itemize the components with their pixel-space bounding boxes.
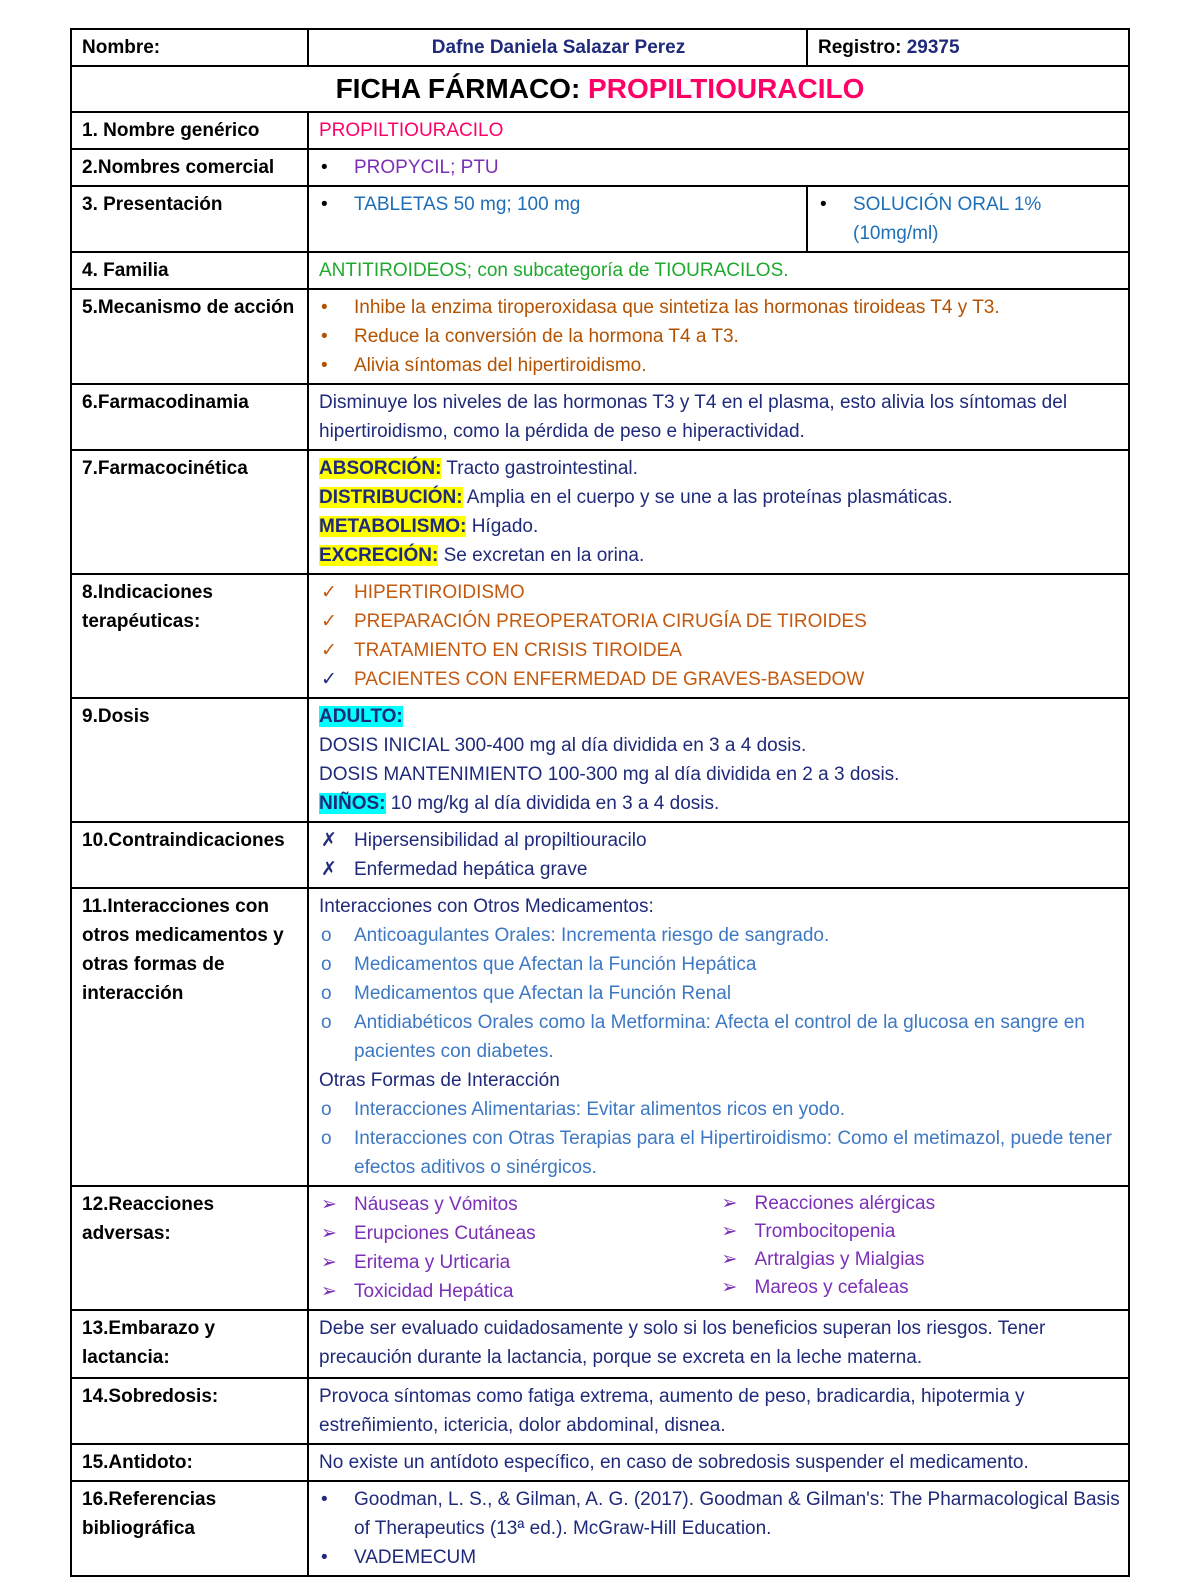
circle-bullet-icon: o xyxy=(321,1012,332,1033)
presentation-left-cell xyxy=(308,186,807,252)
row-label: 4. Familia xyxy=(71,252,308,289)
interactions-heading: Interacciones con Otros Medicamentos: xyxy=(319,896,654,917)
indication-item: TRATAMIENTO EN CRISIS TIROIDEA xyxy=(354,640,682,661)
dose-child-text: 10 mg/kg al día dividida en 3 a 4 dosis. xyxy=(385,793,720,814)
bullet-icon: • xyxy=(321,157,328,178)
row-referencias xyxy=(71,1481,1129,1576)
list-item xyxy=(319,578,1120,607)
arrow-icon: ➢ xyxy=(721,1193,738,1214)
list-item xyxy=(319,665,1120,694)
pregnancy-value: Debe ser evaluado cuidadosamente y solo si los beneficios superan los riesgos. Tener precaución durante la lactancia, porque se excreta en la leche materna. xyxy=(308,1310,1129,1378)
row-label: 9.Dosis xyxy=(71,698,308,822)
commercial-names-value: PROPYCIL; PTU xyxy=(354,157,499,178)
list-item xyxy=(319,950,1120,979)
list-item xyxy=(319,855,1120,884)
mechanism-cell xyxy=(308,289,1129,384)
list-item xyxy=(319,190,798,219)
list-item xyxy=(319,293,1120,322)
list-item xyxy=(319,322,1120,351)
interaction-item: Interacciones Alimentarias: Evitar alimentos ricos en yodo. xyxy=(354,1099,846,1120)
mechanism-item: Reduce la conversión de la hormona T4 a T3. xyxy=(354,326,739,347)
cross-icon: ✗ xyxy=(321,830,337,851)
nombre-value: Dafne Daniela Salazar Perez xyxy=(308,29,807,66)
circle-bullet-icon: o xyxy=(321,1099,332,1120)
row-embarazo xyxy=(71,1310,1129,1378)
row-farmacodinamia xyxy=(71,384,1129,450)
list-item xyxy=(319,1124,1120,1182)
list-item xyxy=(720,1218,1121,1246)
list-item xyxy=(818,190,1120,248)
row-nombres-comercial xyxy=(71,149,1129,186)
list-item xyxy=(319,153,1120,182)
interaction-item: Interacciones con Otras Terapias para el Hipertiroidismo: Como el metimazol, puede tener efectos aditivos o sinérgicos. xyxy=(354,1128,1112,1178)
arrow-icon: ➢ xyxy=(321,1223,337,1244)
row-label: 1. Nombre genérico xyxy=(71,112,308,149)
row-label: 3. Presentación xyxy=(71,186,308,252)
pk-line xyxy=(319,512,1120,541)
page-title xyxy=(71,66,1129,112)
row-reacciones xyxy=(71,1186,1129,1310)
title-row xyxy=(71,66,1129,112)
row-label: 16.Referencias bibliográfica xyxy=(71,1481,308,1576)
list-item xyxy=(720,1246,1121,1274)
mechanism-item: Inhibe la enzima tiroperoxidasa que sintetiza las hormonas tiroideas T4 y T3. xyxy=(354,297,1000,318)
row-contraindicaciones xyxy=(71,822,1129,888)
row-label: 10.Contraindicaciones xyxy=(71,822,308,888)
adverse-item: Trombocitopenia xyxy=(754,1221,896,1242)
indications-cell xyxy=(308,574,1129,698)
check-icon: ✓ xyxy=(321,611,337,632)
row-label: 13.Embarazo y lactancia: xyxy=(71,1310,308,1378)
pk-key: DISTRIBUCIÓN: xyxy=(319,487,463,508)
interaction-item: Medicamentos que Afectan la Función Renal xyxy=(354,983,732,1004)
list-item xyxy=(319,1485,1120,1543)
dose-maintenance: DOSIS MANTENIMIENTO 100-300 mg al día dividida en 2 a 3 dosis. xyxy=(319,764,900,785)
other-interactions-heading: Otras Formas de Interacción xyxy=(319,1070,560,1091)
interactions-cell xyxy=(308,888,1129,1186)
title-drug: PROPILTIOURACILO xyxy=(588,73,865,104)
indication-item: PREPARACIÓN PREOPERATORIA CIRUGÍA DE TIROIDES xyxy=(354,611,867,632)
row-antidoto xyxy=(71,1444,1129,1481)
pk-line xyxy=(319,541,1120,570)
list-item xyxy=(319,979,1120,1008)
antidote-value: No existe un antídoto específico, en caso de sobredosis suspender el medicamento. xyxy=(308,1444,1129,1481)
list-item xyxy=(319,1277,720,1306)
pk-line xyxy=(319,483,1120,512)
adverse-item: Eritema y Urticaria xyxy=(354,1252,511,1273)
pk-key: ABSORCIÓN: xyxy=(319,458,442,479)
pk-line xyxy=(319,454,1120,483)
row-label: 12.Reacciones adversas: xyxy=(71,1186,308,1310)
header-row xyxy=(71,29,1129,66)
indication-item: PACIENTES CON ENFERMEDAD DE GRAVES-BASEDOW xyxy=(354,669,865,690)
presentation-solution: SOLUCIÓN ORAL 1% (10mg/ml) xyxy=(853,194,1042,244)
dose-adult-key: ADULTO: xyxy=(319,706,403,727)
interaction-item: Anticoagulantes Orales: Incrementa riesgo de sangrado. xyxy=(354,925,830,946)
list-item xyxy=(319,351,1120,380)
row-label: 15.Antidoto: xyxy=(71,1444,308,1481)
list-item xyxy=(319,826,1120,855)
adverse-item: Erupciones Cutáneas xyxy=(354,1223,536,1244)
reference-item: Goodman, L. S., & Gilman, A. G. (2017). Goodman & Gilman's: The Pharmacological Basis of Therapeutics (13ª ed.). McGraw-Hill Education. xyxy=(354,1489,1120,1539)
row-nombre-generico xyxy=(71,112,1129,149)
row-label: 5.Mecanismo de acción xyxy=(71,289,308,384)
adverse-item: Náuseas y Vómitos xyxy=(354,1194,518,1215)
adverse-left-list xyxy=(319,1190,720,1306)
contraindication-item: Enfermedad hepática grave xyxy=(354,859,588,880)
circle-bullet-icon: o xyxy=(321,983,332,1004)
pk-text: Hígado. xyxy=(466,516,539,537)
pk-key: EXCRECIÓN: xyxy=(319,545,439,566)
adverse-item: Artralgias y Mialgias xyxy=(754,1249,925,1270)
commercial-names-cell xyxy=(308,149,1129,186)
reference-item: VADEMECUM xyxy=(354,1547,477,1568)
arrow-icon: ➢ xyxy=(721,1249,738,1270)
interaction-item: Antidiabéticos Orales como la Metformina: Afecta el control de la glucosa en sangre en pacientes con diabetes. xyxy=(354,1012,1085,1062)
arrow-icon: ➢ xyxy=(721,1221,738,1242)
row-familia xyxy=(71,252,1129,289)
family-value: ANTITIROIDEOS; con subcategoría de TIOURACILOS. xyxy=(308,252,1129,289)
pk-key: METABOLISMO: xyxy=(319,516,467,537)
arrow-icon: ➢ xyxy=(321,1252,337,1273)
bullet-icon: • xyxy=(321,1489,328,1510)
pharmacokinetics-cell xyxy=(308,450,1129,574)
list-item xyxy=(720,1190,1121,1218)
circle-bullet-icon: o xyxy=(321,1128,332,1149)
list-item xyxy=(319,1543,1120,1572)
list-item xyxy=(720,1274,1121,1302)
circle-bullet-icon: o xyxy=(321,954,332,975)
drug-sheet-table xyxy=(70,28,1130,1577)
list-item xyxy=(319,1190,720,1219)
list-item xyxy=(319,1248,720,1277)
list-item xyxy=(319,1008,1120,1066)
row-dosis xyxy=(71,698,1129,822)
adverse-right-list xyxy=(720,1190,1121,1306)
dose-child-key: NIÑOS: xyxy=(319,793,386,814)
pharmacodynamics-value: Disminuye los niveles de las hormonas T3 y T4 en el plasma, esto alivia los síntomas del hipertiroidismo, como la pérdida de peso e hiperactividad. xyxy=(308,384,1129,450)
row-label: 2.Nombres comercial xyxy=(71,149,308,186)
row-indicaciones xyxy=(71,574,1129,698)
dose-line xyxy=(319,789,1120,818)
arrow-icon: ➢ xyxy=(321,1194,337,1215)
row-label: 6.Farmacodinamia xyxy=(71,384,308,450)
bullet-icon: • xyxy=(321,355,328,376)
registro-cell xyxy=(807,29,1129,66)
title-prefix: FICHA FÁRMACO: xyxy=(335,73,581,104)
list-item xyxy=(319,607,1120,636)
adverse-reactions-cell xyxy=(308,1186,1129,1310)
pk-text: Amplia en el cuerpo y se une a las proteínas plasmáticas. xyxy=(462,487,953,508)
row-label: 14.Sobredosis: xyxy=(71,1378,308,1444)
list-item xyxy=(319,921,1120,950)
cross-icon: ✗ xyxy=(321,859,337,880)
bullet-icon: • xyxy=(321,326,328,347)
dose-initial: DOSIS INICIAL 300-400 mg al día dividida en 3 a 4 dosis. xyxy=(319,735,807,756)
row-interacciones xyxy=(71,888,1129,1186)
indication-item: HIPERTIROIDISMO xyxy=(354,582,525,603)
presentation-right-cell xyxy=(807,186,1129,252)
overdose-value: Provoca síntomas como fatiga extrema, aumento de peso, bradicardia, hipotermia y estreñimiento, ictericia, dolor abdominal, disnea. xyxy=(308,1378,1129,1444)
list-item xyxy=(319,1095,1120,1124)
arrow-icon: ➢ xyxy=(721,1277,738,1298)
check-icon: ✓ xyxy=(321,582,337,603)
row-mecanismo xyxy=(71,289,1129,384)
bullet-icon: • xyxy=(321,1547,328,1568)
check-icon: ✓ xyxy=(321,669,337,690)
nombre-label: Nombre: xyxy=(71,29,308,66)
contraindication-item: Hipersensibilidad al propiltiouracilo xyxy=(354,830,647,851)
circle-bullet-icon: o xyxy=(321,925,332,946)
presentation-tablets: TABLETAS 50 mg; 100 mg xyxy=(354,194,581,215)
list-item xyxy=(319,1219,720,1248)
row-farmacocinetica xyxy=(71,450,1129,574)
references-cell xyxy=(308,1481,1129,1576)
registro-value: 29375 xyxy=(906,37,960,58)
row-label: 11.Interacciones con otros medicamentos y otras formas de interacción xyxy=(71,888,308,1186)
row-sobredosis xyxy=(71,1378,1129,1444)
pk-text: Tracto gastrointestinal. xyxy=(441,458,638,479)
interaction-item: Medicamentos que Afectan la Función Hepática xyxy=(354,954,757,975)
adverse-item: Mareos y cefaleas xyxy=(754,1277,909,1298)
list-item xyxy=(319,636,1120,665)
bullet-icon: • xyxy=(321,297,328,318)
row-label: 8.Indicaciones terapéuticas: xyxy=(71,574,308,698)
row-presentacion xyxy=(71,186,1129,252)
check-icon: ✓ xyxy=(321,640,337,661)
pk-text: Se excretan en la orina. xyxy=(438,545,645,566)
bullet-icon: • xyxy=(820,194,827,215)
dose-line xyxy=(319,702,1120,731)
adverse-item: Toxicidad Hepática xyxy=(354,1281,514,1302)
adverse-item: Reacciones alérgicas xyxy=(754,1193,936,1214)
generic-name-value: PROPILTIOURACILO xyxy=(308,112,1129,149)
row-label: 7.Farmacocinética xyxy=(71,450,308,574)
arrow-icon: ➢ xyxy=(321,1281,337,1302)
registro-label: Registro: xyxy=(818,37,902,58)
mechanism-item: Alivia síntomas del hipertiroidismo. xyxy=(354,355,647,376)
contraindications-cell xyxy=(308,822,1129,888)
bullet-icon: • xyxy=(321,194,328,215)
dosage-cell xyxy=(308,698,1129,822)
